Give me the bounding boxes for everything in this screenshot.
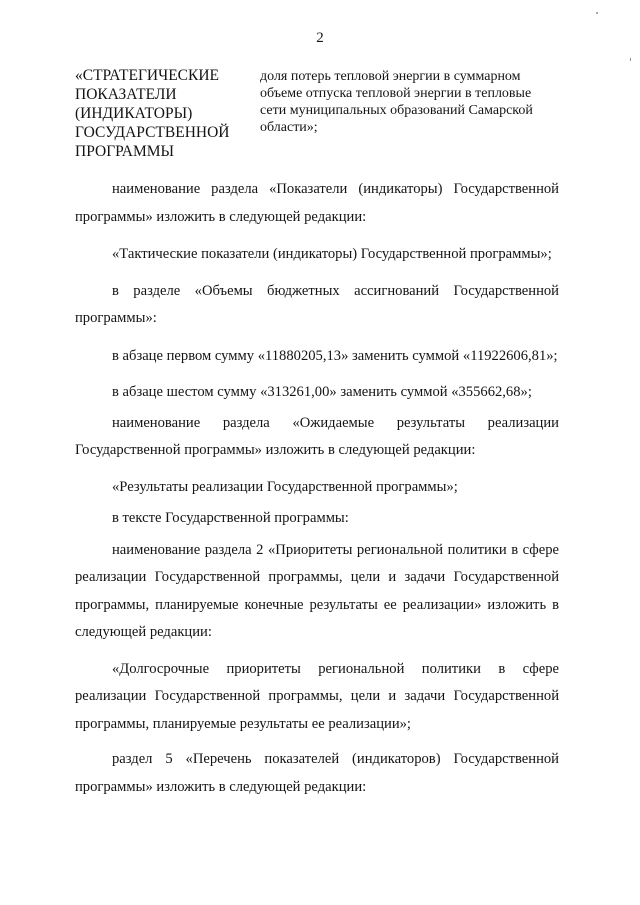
paragraph: «Результаты реализации Государственной программы»; xyxy=(112,478,458,495)
paragraph: в разделе «Объемы бюджетных ассигнований Государственной программы»: xyxy=(75,282,559,326)
header-indicator-text: доля потерь тепловой энергии в суммарном объеме отпуска тепловой энергии в тепловые сети муниципальных образований Самарской области»; xyxy=(260,69,533,135)
paragraph: раздел 5 «Перечень показателей (индикаторов) Государственной программы» изложить в следующей редакции: xyxy=(75,751,559,795)
paragraph: «Тактические показатели (индикаторы) Государственной программы»; xyxy=(112,246,552,262)
paragraph: в тексте Государственной программы: xyxy=(112,510,349,526)
scan-speck xyxy=(596,12,598,14)
document-body xyxy=(75,176,559,801)
scan-speck xyxy=(630,58,631,61)
page-number: 2 xyxy=(316,30,324,46)
paragraph: в абзаце шестом сумму «313261,00» заменить суммой «355662,68»; xyxy=(112,384,532,400)
paragraph: наименование раздела «Показатели (индикаторы) Государственной программы» изложить в следующей редакции: xyxy=(75,181,559,225)
paragraph: в абзаце первом сумму «11880205,13» заменить суммой «11922606,81»; xyxy=(112,347,558,364)
header-section-title: «СТРАТЕГИЧЕСКИЕ ПОКАЗАТЕЛИ (ИНДИКАТОРЫ) ГОСУДАРСТВЕННОЙ ПРОГРАММЫ xyxy=(75,67,230,160)
paragraph: «Долгосрочные приоритеты региональной политики в сфере реализации Государственной программы, цели и задачи Государственной программы, планируемые результаты ее реализации»; xyxy=(75,660,559,732)
paragraph: наименование раздела «Ожидаемые результаты реализации Государственной программы» изложить в следующей редакции: xyxy=(75,414,559,458)
paragraph: наименование раздела 2 «Приоритеты региональной политики в сфере реализации Государственной программы, цели и задачи Государственной программы, планируемые конечные результаты ее реализации» изложить в следующей редакции: xyxy=(75,541,559,640)
